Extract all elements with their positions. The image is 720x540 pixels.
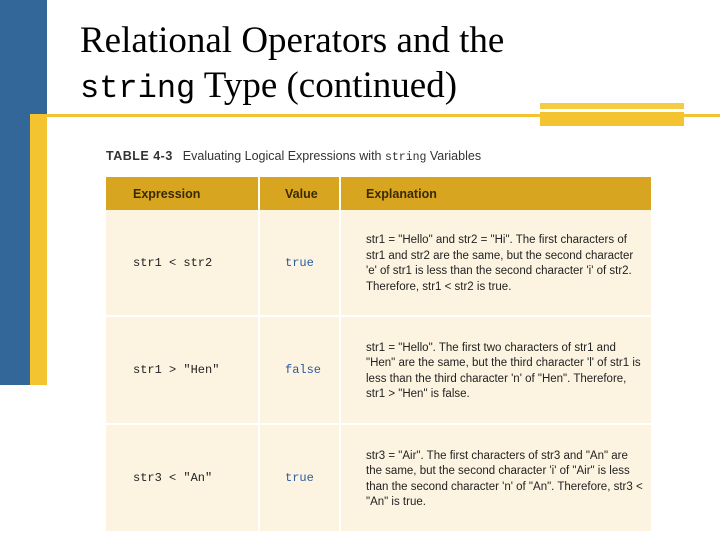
table-header-row [106,177,652,210]
header-explanation: Explanation [340,177,652,210]
title-line-2 [80,63,640,111]
gold-accent-block [540,112,684,126]
caption-mono: string [384,151,427,164]
left-gold-accent [30,115,47,385]
explanation-cell: str3 = "Air". The first characters of str3 and "An" are the same, but the second character 'i' of "Air" is less than the second character 'n' of "An". Therefore, str3 < "An" is true. [340,424,652,532]
table-row [106,424,652,532]
title-mono-word: string [80,70,196,107]
value-cell: true [259,210,340,316]
title-rest: Type (continued) [195,65,458,106]
expression-cell: str1 > "Hen" [106,316,259,424]
expression-cell: str1 < str2 [106,210,259,316]
caption-prefix: Evaluating Logical Expressions with [182,149,385,163]
caption-suffix: Variables [426,149,482,163]
explanation-cell: str1 = "Hello" and str2 = "Hi". The first characters of str1 and str2 are the same, but the second character 'e' of str1 is less than the second character 'i' of str2. Therefore, str1 < str2 is true. [340,210,652,316]
table-label: TABLE 4-3 [106,149,173,163]
expression-cell: str3 < "An" [106,424,259,532]
logical-expressions-table [106,177,653,533]
table-row [106,316,652,424]
value-cell: true [259,424,340,532]
explanation-cell: str1 = "Hello". The first two characters of str1 and "Hen" are the same, but the third character 'l' of str1 is less than the third character 'n' of "Hen". Therefore, str1 > "Hen" is false. [340,316,652,424]
title-line-1: Relational Operators and the [80,20,505,61]
header-value: Value [259,177,340,210]
value-cell: false [259,316,340,424]
header-expression: Expression [106,177,259,210]
table-row [106,210,652,316]
table-caption [106,149,481,164]
slide-title [80,18,640,111]
